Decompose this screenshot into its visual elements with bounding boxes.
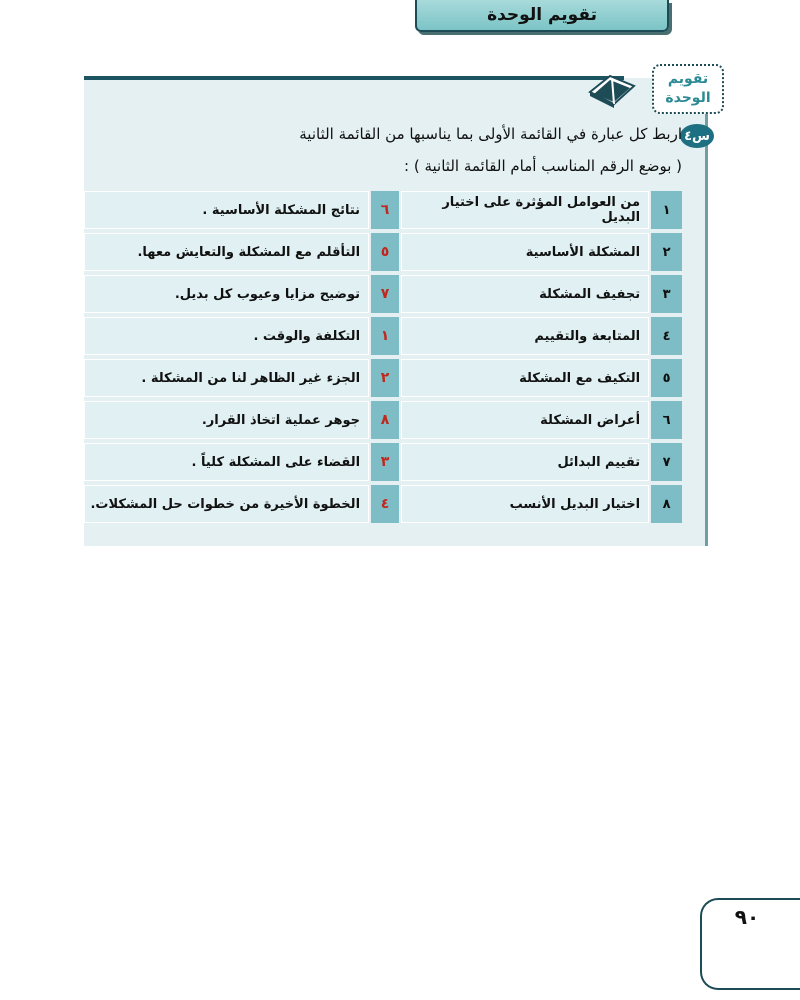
first-list-item: تقييم البدائل bbox=[401, 443, 649, 481]
second-list-item: التكلفة والوقت . bbox=[84, 317, 369, 355]
page-number: ٩٠ bbox=[734, 905, 760, 929]
first-list-number: ٧ bbox=[651, 443, 682, 481]
question-instruction: اربط كل عبارة في القائمة الأولى بما يناسبها من القائمة الثانية bbox=[299, 125, 682, 143]
table-row bbox=[84, 231, 682, 273]
question-note: ( بوضع الرقم المناسب أمام القائمة الثانية ) : bbox=[404, 157, 682, 175]
table-row bbox=[84, 441, 682, 483]
first-list-item: تجفيف المشكلة bbox=[401, 275, 649, 313]
first-list-number: ٦ bbox=[651, 401, 682, 439]
second-list-answer-number: ٣ bbox=[371, 443, 399, 481]
second-list-item: التأقلم مع المشكلة والتعايش معها. bbox=[84, 233, 369, 271]
first-list-number: ١ bbox=[651, 191, 682, 229]
second-list-answer-number: ٦ bbox=[371, 191, 399, 229]
unit-evaluation-badge bbox=[652, 64, 724, 114]
second-list-item: جوهر عملية اتخاذ القرار. bbox=[84, 401, 369, 439]
first-list-number: ٤ bbox=[651, 317, 682, 355]
second-list-answer-number: ١ bbox=[371, 317, 399, 355]
table-row bbox=[84, 273, 682, 315]
table-row bbox=[84, 399, 682, 441]
first-list-item: المشكلة الأساسية bbox=[401, 233, 649, 271]
second-list-item: نتائج المشكلة الأساسية . bbox=[84, 191, 369, 229]
second-list-answer-number: ٢ bbox=[371, 359, 399, 397]
side-divider bbox=[705, 112, 708, 546]
second-list-item: الخطوة الأخيرة من خطوات حل المشكلات. bbox=[84, 485, 369, 523]
first-list-number: ٨ bbox=[651, 485, 682, 523]
book-icon bbox=[588, 68, 636, 112]
first-list-item: اختيار البديل الأنسب bbox=[401, 485, 649, 523]
badge-line-1: تقويم bbox=[667, 71, 709, 87]
first-list-item: التكيف مع المشكلة bbox=[401, 359, 649, 397]
second-list-answer-number: ٨ bbox=[371, 401, 399, 439]
table-row bbox=[84, 483, 682, 525]
table-row bbox=[84, 189, 682, 231]
first-list-item: من العوامل المؤثرة على اختيار البديل bbox=[401, 191, 649, 229]
second-list-answer-number: ٥ bbox=[371, 233, 399, 271]
top-divider bbox=[84, 76, 624, 80]
second-list-item: الجزء غير الظاهر لنا من المشكلة . bbox=[84, 359, 369, 397]
first-list-number: ٢ bbox=[651, 233, 682, 271]
header-title: تقويم الوحدة bbox=[487, 5, 597, 25]
first-list-item: المتابعة والتقييم bbox=[401, 317, 649, 355]
second-list-answer-number: ٧ bbox=[371, 275, 399, 313]
unit-header-tab bbox=[415, 0, 669, 32]
matching-table bbox=[84, 189, 682, 525]
first-list-item: أعراض المشكلة bbox=[401, 401, 649, 439]
question-number-badge: س٤ bbox=[680, 124, 714, 148]
badge-line-2: الوحدة bbox=[665, 90, 711, 106]
second-list-answer-number: ٤ bbox=[371, 485, 399, 523]
first-list-number: ٣ bbox=[651, 275, 682, 313]
table-row bbox=[84, 357, 682, 399]
first-list-number: ٥ bbox=[651, 359, 682, 397]
second-list-item: توضيح مزايا وعيوب كل بديل. bbox=[84, 275, 369, 313]
table-row bbox=[84, 315, 682, 357]
second-list-item: القضاء على المشكلة كلياً . bbox=[84, 443, 369, 481]
